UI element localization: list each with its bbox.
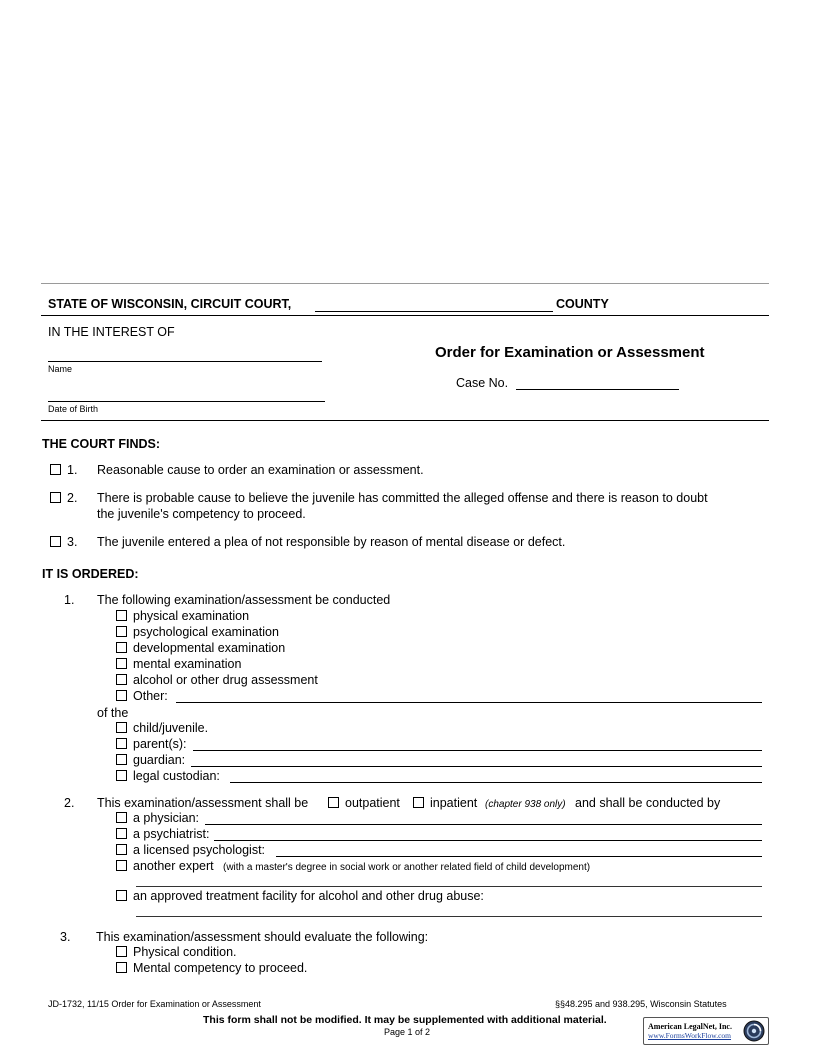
logo-line1: American LegalNet, Inc. <box>648 1022 732 1031</box>
footer-notice: This form shall not be modified. It may be supplemented with additional material. <box>203 1014 607 1026</box>
provider-psychologist-checkbox[interactable] <box>116 844 127 855</box>
inpatient-note: (chapter 938 only) <box>485 799 566 810</box>
subject-guardian-label: guardian: <box>133 753 186 767</box>
exam-developmental-checkbox[interactable] <box>116 642 127 653</box>
case-no-label: Case No. <box>456 376 509 390</box>
exam-other-field[interactable] <box>176 702 762 703</box>
footer-statutes: §§48.295 and 938.295, Wisconsin Statutes <box>555 999 727 1009</box>
ordered-heading: IT IS ORDERED: <box>42 567 139 581</box>
finding-2-num: 2. <box>67 491 78 505</box>
provider-expert-label: another expert <box>133 859 214 873</box>
provider-expert-checkbox[interactable] <box>116 860 127 871</box>
provider-expert-note: (with a master's degree in social work or another related field of child development) <box>223 862 591 873</box>
provider-psychiatrist-checkbox[interactable] <box>116 828 127 839</box>
inpatient-checkbox[interactable] <box>413 797 424 808</box>
exam-aoda-label: alcohol or other drug assessment <box>133 673 318 687</box>
evaluate-competency-checkbox[interactable] <box>116 962 127 973</box>
finding-2-text-cont: the juvenile's competency to proceed. <box>97 507 306 521</box>
finding-3-checkbox[interactable] <box>50 536 61 547</box>
provider-psychologist-field[interactable] <box>276 856 762 857</box>
subject-custodian-label: legal custodian: <box>133 769 220 783</box>
facility-label: an approved treatment facility for alcohol and other drug abuse: <box>133 889 484 903</box>
finding-3-num: 3. <box>67 535 78 549</box>
court-line: STATE OF WISCONSIN, CIRCUIT COURT, <box>48 297 292 311</box>
dob-label: Date of Birth <box>48 404 99 414</box>
findings-heading: THE COURT FINDS: <box>42 437 161 451</box>
provider-psychiatrist-label: a psychiatrist: <box>133 827 210 841</box>
subject-child-label: child/juvenile. <box>133 721 209 735</box>
dob-field[interactable] <box>48 401 325 402</box>
exam-other-label: Other: <box>133 689 168 703</box>
county-label: COUNTY <box>556 297 609 311</box>
interest-label: IN THE INTEREST OF <box>48 325 175 339</box>
exam-psychological-checkbox[interactable] <box>116 626 127 637</box>
ordered-3-num: 3. <box>60 930 71 944</box>
exam-psychological-label: psychological examination <box>133 625 279 639</box>
footer-form-id: JD-1732, 11/15 Order for Examination or Assessment <box>48 999 261 1009</box>
case-no-field[interactable] <box>516 389 679 390</box>
header-rule <box>41 315 769 316</box>
evaluate-physical-label: Physical condition. <box>133 945 237 959</box>
ordered-2-tail: and shall be conducted by <box>575 796 721 810</box>
subject-parents-label: parent(s): <box>133 737 187 751</box>
exam-aoda-checkbox[interactable] <box>116 674 127 685</box>
subject-guardian-field[interactable] <box>191 766 762 767</box>
facility-checkbox[interactable] <box>116 890 127 901</box>
exam-physical-label: physical examination <box>133 609 250 623</box>
top-rule <box>41 283 769 284</box>
exam-developmental-label: developmental examination <box>133 641 286 655</box>
ordered-1-num: 1. <box>64 593 75 607</box>
subject-custodian-field[interactable] <box>230 782 762 783</box>
subject-guardian-checkbox[interactable] <box>116 754 127 765</box>
provider-physician-checkbox[interactable] <box>116 812 127 823</box>
inpatient-label: inpatient <box>430 796 478 810</box>
logo-url[interactable]: www.FormsWorkFlow.com <box>648 1031 732 1040</box>
county-blank[interactable] <box>315 311 553 312</box>
form-title: Order for Examination or Assessment <box>435 344 705 361</box>
header-bottom-rule <box>41 420 769 421</box>
subject-parents-field[interactable] <box>193 750 762 751</box>
exam-other-checkbox[interactable] <box>116 690 127 701</box>
exam-physical-checkbox[interactable] <box>116 610 127 621</box>
provider-physician-label: a physician: <box>133 811 200 825</box>
provider-expert-field[interactable] <box>136 886 762 887</box>
ordered-3-text: This examination/assessment should evaluate the following: <box>96 930 429 944</box>
footer-page: Page 1 of 2 <box>384 1027 431 1037</box>
outpatient-checkbox[interactable] <box>328 797 339 808</box>
exam-mental-label: mental examination <box>133 657 242 671</box>
finding-1-num: 1. <box>67 463 78 477</box>
provider-psychologist-label: a licensed psychologist: <box>133 843 266 857</box>
ordered-1-text: The following examination/assessment be conducted <box>97 593 391 607</box>
finding-2-checkbox[interactable] <box>50 492 61 503</box>
evaluate-physical-checkbox[interactable] <box>116 946 127 957</box>
finding-1-text: Reasonable cause to order an examination or assessment. <box>97 463 424 477</box>
exam-mental-checkbox[interactable] <box>116 658 127 669</box>
name-field[interactable] <box>48 361 322 362</box>
ordered-2-num: 2. <box>64 796 75 810</box>
name-label: Name <box>48 364 73 374</box>
finding-3-text: The juvenile entered a plea of not responsible by reason of mental disease or defect. <box>97 535 566 549</box>
publisher-logo[interactable] <box>643 1017 769 1045</box>
of-the-label: of the <box>97 706 129 720</box>
finding-1-checkbox[interactable] <box>50 464 61 475</box>
provider-physician-field[interactable] <box>205 824 762 825</box>
finding-2-text: There is probable cause to believe the juvenile has committed the alleged offense and there is reason to doubt <box>97 491 708 505</box>
outpatient-label: outpatient <box>345 796 400 810</box>
evaluate-competency-label: Mental competency to proceed. <box>133 961 308 975</box>
subject-child-checkbox[interactable] <box>116 722 127 733</box>
globe-icon <box>743 1020 765 1042</box>
ordered-2-text: This examination/assessment shall be <box>97 796 309 810</box>
facility-field[interactable] <box>136 916 762 917</box>
provider-psychiatrist-field[interactable] <box>214 840 762 841</box>
subject-parents-checkbox[interactable] <box>116 738 127 749</box>
subject-custodian-checkbox[interactable] <box>116 770 127 781</box>
